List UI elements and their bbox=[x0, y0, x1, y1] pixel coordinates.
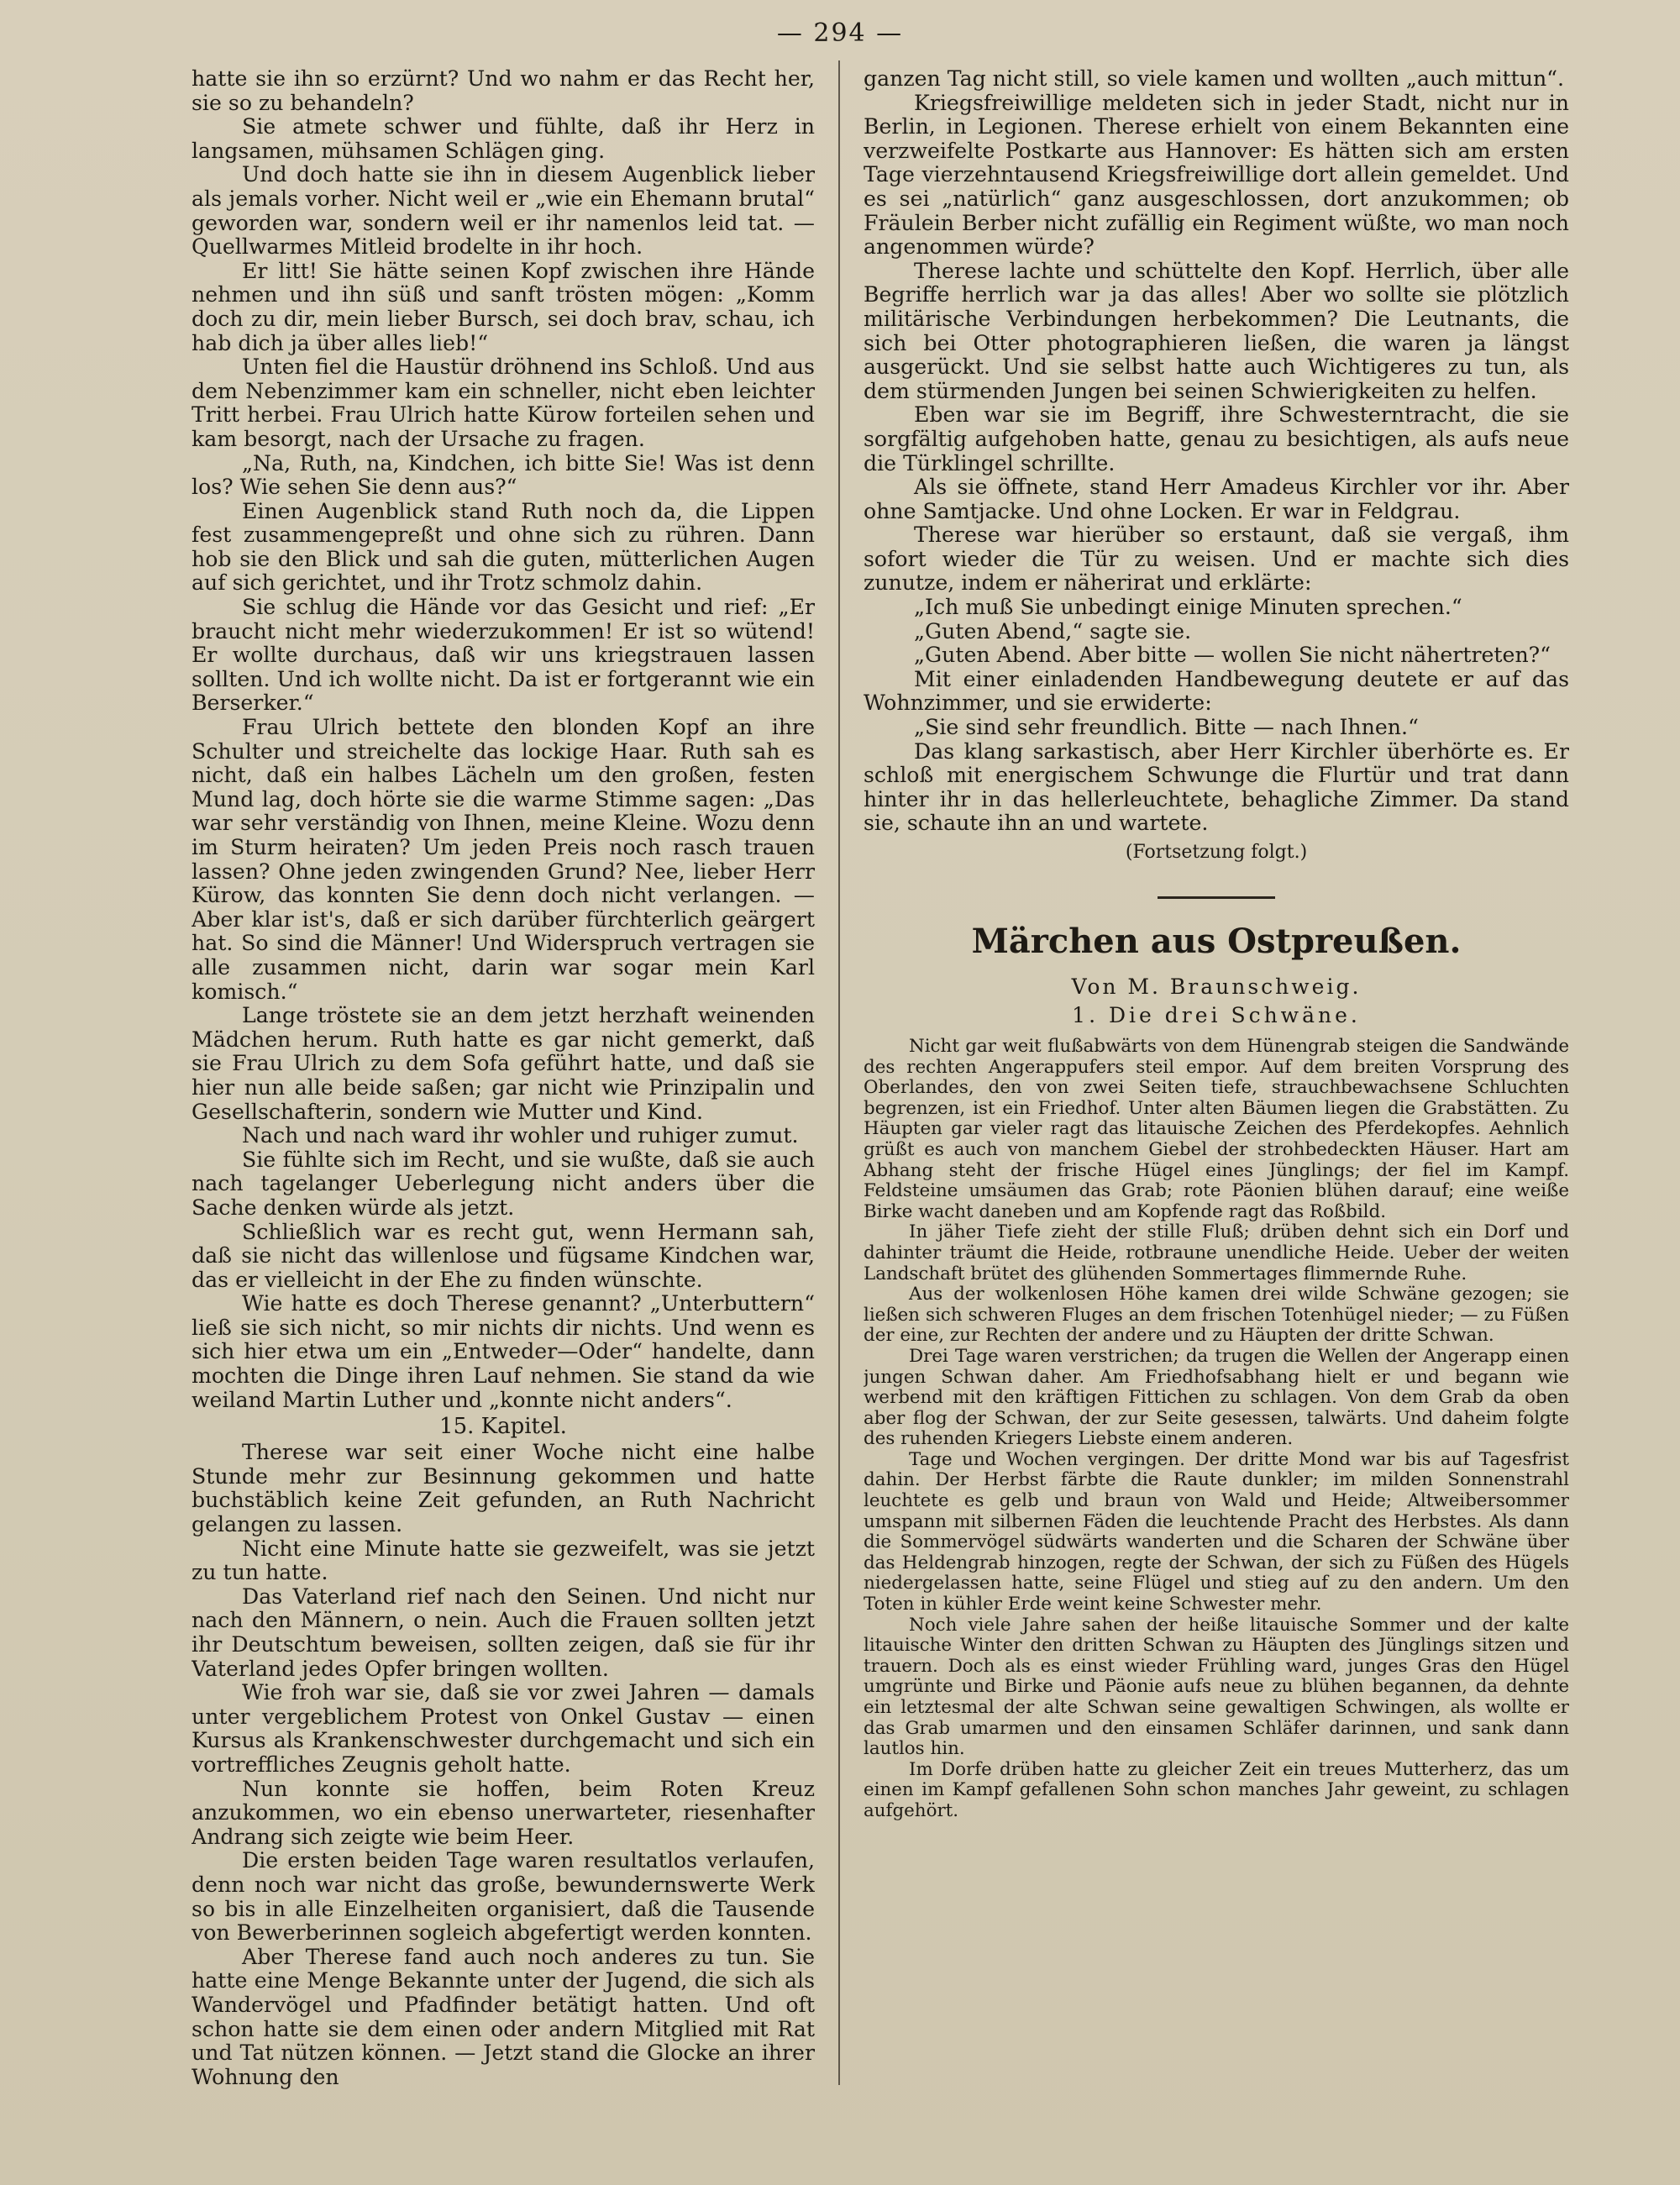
paragraph: Mit einer einladenden Handbewegung deutete er auf das Wohnzimmer, und sie erwiderte: bbox=[864, 666, 1569, 716]
paragraph: Therese war hierüber so erstaunt, daß sie vergaß, ihm sofort wieder die Tür zu weisen. Und er machte sich dies zunutze, indem er näherirat und erklärte: bbox=[864, 523, 1569, 596]
story-paragraph: Noch viele Jahre sahen der heiße litauische Sommer und der kalte litauische Winter den dritten Schwan zu Häupten des Jünglings sitzen und trauern. Doch als es einst wieder Frühling ward, junges Gras den Hügel umgrünte und Birke und Päonie aufs neue zu blühen begannen, da dehnte ein letztesmal der alte Schwan seine gewaltigen Schwingen, als wollte er das Grab umarmen und den einsamen Schläfer darinnen, und sank dann lautlos hin. bbox=[864, 1614, 1569, 1760]
paragraph: Therese war seit einer Woche nicht eine halbe Stunde mehr zur Besinnung gekommen und hatte buchstäblich keine Zeit gefunden, an Ruth Nachricht gelangen zu lassen. bbox=[192, 1440, 815, 1537]
paragraph: Wie hatte es doch Therese genannt? „Unterbuttern“ ließ sie sich nicht, so mir nichts dir nichts. Und wenn es sich hier etwa um ein „Entweder—Oder“ handelte, dann mochten die Dinge ihren Lauf nehmen. Sie stand da wie weiland Martin Luther und „konnte nicht anders“. bbox=[192, 1291, 815, 1412]
story-paragraph: Tage und Wochen vergingen. Der dritte Mond war bis auf Tagesfrist dahin. Der Herbst färbte die Raute dunkler; im milden Sonnenstrahl leuchtete es gelb und braun von Wald und Heide; Altweibersommer umspann mit silbernen Fäden die leuchtende Pracht des Herbstes. Als dann die Sommervögel südwärts wanderten und die Scharen der Schwäne über das Heldengrab hinzogen, regte der Schwan, der sich zu Füßen des Hügels niedergelassen hatte, seine Flügel und stieg auf zu den andern. Um den Toten in kühler Erde weint keine Schwester mehr. bbox=[864, 1448, 1569, 1615]
paragraph: Schließlich war es recht gut, wenn Hermann sah, daß sie nicht das willenlose und fügsame Kindchen war, das er vielleicht in der Ehe zu finden wünschte. bbox=[192, 1219, 815, 1292]
paragraph: hatte sie ihn so erzürnt? Und wo nahm er das Recht her, sie so zu behandeln? bbox=[192, 67, 815, 115]
column-divider bbox=[838, 60, 840, 2085]
paragraph: Sie atmete schwer und fühlte, daß ihr Herz in langsamen, mühsamen Schlägen ging. bbox=[192, 114, 815, 163]
story-paragraph: Nicht gar weit flußabwärts von dem Hünengrab steigen die Sandwände des rechten Angerappufers steil empor. Auf dem breiten Vorsprung des Oberlandes, den von zwei Seiten tiefe, strauchbewachsene Schluchten begrenzen, ist ein Friedhof. Unter alten Bäumen liegen die Grabstätten. Zu Häupten gar vieler ragt das litauische Zeichen des Pferdekopfes. Aehnlich grüßt es auch von manchem Giebel der strohbedeckten Häuser. Hart am Abhang steht der frische Hügel eines Jünglings; der fiel im Kampf. Feldsteine umsäumen das Grab; rote Päonien blühen darauf; eine weiße Birke wacht daneben und am Kopfende ragt das Roßbild. bbox=[864, 1036, 1569, 1222]
paragraph: Und doch hatte sie ihn in diesem Augenblick lieber als jemals vorher. Nicht weil er „wie ein Ehemann brutal“ geworden war, sondern weil er ihr namenlos leid tat. — Quellwarmes Mitleid brodelte in ihr hoch. bbox=[192, 162, 815, 260]
story-section bbox=[864, 922, 1569, 1822]
story-paragraph: In jäher Tiefe zieht der stille Fluß; drüben dehnt sich ein Dorf und dahinter träumt die Heide, rotbraune unendliche Heide. Ueber der weiten Landschaft brütet des glühenden Sommertages flimmernde Ruhe. bbox=[864, 1221, 1569, 1284]
paragraph: Nun konnte sie hoffen, beim Roten Kreuz anzukommen, wo ein ebenso unerwarteter, riesenhafter Andrang sich zeigte wie beim Heer. bbox=[192, 1776, 815, 1849]
paragraph: Einen Augenblick stand Ruth noch da, die Lippen fest zusammengepreßt und ohne sich zu rühren. Dann hob sie den Blick und sah die guten, mütterlichen Augen auf sich gerichtet, und ihr Trotz schmolz dahin. bbox=[192, 498, 815, 596]
paragraph: Aber Therese fand auch noch anderes zu tun. Sie hatte eine Menge Bekannte unter der Jugend, die sich als Wandervögel und Pfadfinder betätigt hatten. Und oft schon hatte sie dem einen oder andern Mitglied mit Rat und Tat nützen können. — Jetzt stand die Glocke an ihrer Wohnung den bbox=[192, 1944, 815, 2089]
story-paragraph: Im Dorfe drüben hatte zu gleicher Zeit ein treues Mutterherz, das um einen im Kampf gefallenen Sohn schon manches Jahr geweint, zu schlagen aufgehört. bbox=[864, 1758, 1569, 1821]
paragraph: Eben war sie im Begriff, ihre Schwesterntracht, die sie sorgfältig aufgehoben hatte, genau zu besichtigen, als aufs neue die Türklingel schrillte. bbox=[864, 402, 1569, 475]
story-title: Märchen aus Ostpreußen. bbox=[971, 922, 1462, 961]
paragraph: Sie fühlte sich im Recht, und sie wußte, daß sie auch nach tagelanger Ueberlegung nicht anders über die Sache denken würde als jetzt. bbox=[192, 1147, 815, 1220]
paragraph: Das Vaterland rief nach den Seinen. Und nicht nur nach den Männern, o nein. Auch die Frauen sollten jetzt ihr Deutschtum beweisen, sollten zeigen, daß sie für ihr Vaterland jedes Opfer bringen wollten. bbox=[192, 1584, 815, 1681]
paragraph: Als sie öffnete, stand Herr Amadeus Kirchler vor ihr. Aber ohne Samtjacke. Und ohne Locken. Er war in Feldgrau. bbox=[864, 475, 1569, 523]
paragraph: „Na, Ruth, na, Kindchen, ich bitte Sie! Was ist denn los? Wie sehen Sie denn aus?“ bbox=[192, 450, 815, 500]
paragraph: Die ersten beiden Tage waren resultatlos verlaufen, denn noch war nicht das große, bewundernswerte Werk so bis in alle Einzelheiten organisiert, daß die Tausende von Bewerberinnen sogleich abgefertigt werden konnten. bbox=[192, 1848, 815, 1946]
continuation-note: (Fortsetzung folgt.) bbox=[1125, 842, 1308, 863]
paragraph: „Guten Abend,“ sagte sie. bbox=[914, 618, 1192, 643]
paragraph: Nicht eine Minute hatte sie gezweifelt, was sie jetzt zu tun hatte. bbox=[192, 1536, 815, 1585]
left-column bbox=[192, 67, 815, 2101]
right-column bbox=[864, 67, 1569, 2101]
paragraph: Frau Ulrich bettete den blonden Kopf an ihre Schulter und streichelte das lockige Haar. Ruth sah es nicht, daß ein halbes Lächeln um den großen, festen Mund lag, doch hörte sie die warme Stimme sagen: „Das war sehr verständig von Ihnen, meine Kleine. Wozu denn im Sturm heiraten? Um jeden Preis noch rasch trauen lassen? Ohne jeden zwingenden Grund? Nee, lieber Herr Kürow, das konnten Sie denn doch nicht verlangen. — Aber klar ist's, daß er sich darüber fürchterlich geärgert hat. So sind die Männer! Und Widerspruch vertragen sie alle zusammen nicht, darin war sogar mein Karl komisch.“ bbox=[192, 715, 815, 1004]
paragraph: Das klang sarkastisch, aber Herr Kirchler überhörte es. Er schloß mit energischem Schwunge die Flurtür und trat dann hinter ihr in das hellerleuchtete, behagliche Zimmer. Da stand sie, schaute ihn an und wartete. bbox=[864, 738, 1569, 836]
paragraph: Kriegsfreiwillige meldeten sich in jeder Stadt, nicht nur in Berlin, in Legionen. Therese erhielt von einem Bekannten eine verzweifelte Postkarte aus Hannover: Es hätten sich am ersten Tage vierzehntausend Kriegsfreiwillige dort allein gemeldet. Und es sei „natürlich“ ganz ausgeschlossen, dort anzukommen; ob Fräulein Berber nicht zufällig ein Regiment wüßte, wo man noch angenommen würde? bbox=[864, 90, 1569, 260]
paragraph: Sie schlug die Hände vor das Gesicht und rief: „Er braucht nicht mehr wiederzukommen! Er ist so wütend! Er wollte durchaus, daß wir uns kriegstrauen lassen sollten. Und ich wollte nicht. Da ist er fortgerannt wie ein Berserker.“ bbox=[192, 595, 815, 716]
paragraph: „Ich muß Sie unbedingt einige Minuten sprechen.“ bbox=[914, 595, 1462, 620]
story-subtitle: 1. Die drei Schwäne. bbox=[1072, 1003, 1361, 1027]
story-paragraph: Aus der wolkenlosen Höhe kamen drei wilde Schwäne gezogen; sie ließen sich schweren Fluges an dem frischen Totenhügel nieder; — zu Füßen der eine, zur Rechten der andere und zu Häupten der dritte Schwan. bbox=[864, 1284, 1569, 1347]
page-number: — 294 — bbox=[776, 18, 904, 48]
paragraph: Nach und nach ward ihr wohler und ruhiger zumut. bbox=[242, 1123, 799, 1148]
paragraph: ganzen Tag nicht still, so viele kamen und wollten „auch mittun“. bbox=[864, 67, 1565, 91]
paragraph: Er litt! Sie hätte seinen Kopf zwischen ihre Hände nehmen und ihn süß und sanft trösten mögen: „Komm doch zu dir, mein lieber Bursch, sei doch brav, schau, ich hab dich ja über alles lieb!“ bbox=[192, 258, 815, 355]
story-author: Von M. Braunschweig. bbox=[1071, 974, 1362, 999]
section-rule bbox=[1158, 896, 1275, 899]
story-paragraph: Drei Tage waren verstrichen; da trugen die Wellen der Angerapp einen jungen Schwan daher. Am Friedhofsabhang hielt er und begann wie werbend mit den kräftigen Fittichen zu schlagen. Von dem Grab da oben aber flog der Schwan, der zur Seite gesessen, talwärts. Und daheim folgte des ruhenden Kriegers Liebste einem anderen. bbox=[864, 1345, 1569, 1450]
paragraph: „Guten Abend. Aber bitte — wollen Sie nicht nähertreten?“ bbox=[914, 643, 1551, 668]
paragraph: Wie froh war sie, daß sie vor zwei Jahren — damals unter vergeblichem Protest von Onkel Gustav — einen Kursus als Krankenschwester durchgemacht und sich ein vortreffliches Zeugnis geholt hatte. bbox=[192, 1680, 815, 1777]
paragraph: Lange tröstete sie an dem jetzt herzhaft weinenden Mädchen herum. Ruth hatte es gar nicht gemerkt, daß sie Frau Ulrich zu dem Sofa geführt hatte, und daß sie hier nun alle beide saßen; gar nicht wie Prinzipalin und Gesellschafterin, sondern wie Mutter und Kind. bbox=[192, 1003, 815, 1124]
chapter-heading: 15. Kapitel. bbox=[439, 1414, 567, 1440]
paragraph: „Sie sind sehr freundlich. Bitte — nach Ihnen.“ bbox=[914, 715, 1419, 740]
paragraph: Therese lachte und schüttelte den Kopf. Herrlich, über alle Begriffe herrlich war ja das alles! Aber wo sollte sie plötzlich militärische Verbindungen herbekommen? Die Leutnants, die sich bei Otter photographieren ließen, die waren ja längst ausgerückt. Und sie selbst hatte auch Wichtigeres zu tun, als dem stürmenden Jungen bei seinen Schwierigkeiten zu helfen. bbox=[864, 258, 1569, 403]
paragraph: Unten fiel die Haustür dröhnend ins Schloß. Und aus dem Nebenzimmer kam ein schneller, nicht eben leichter Tritt herbei. Frau Ulrich hatte Kürow forteilen sehen und kam besorgt, nach der Ursache zu fragen. bbox=[192, 355, 815, 451]
